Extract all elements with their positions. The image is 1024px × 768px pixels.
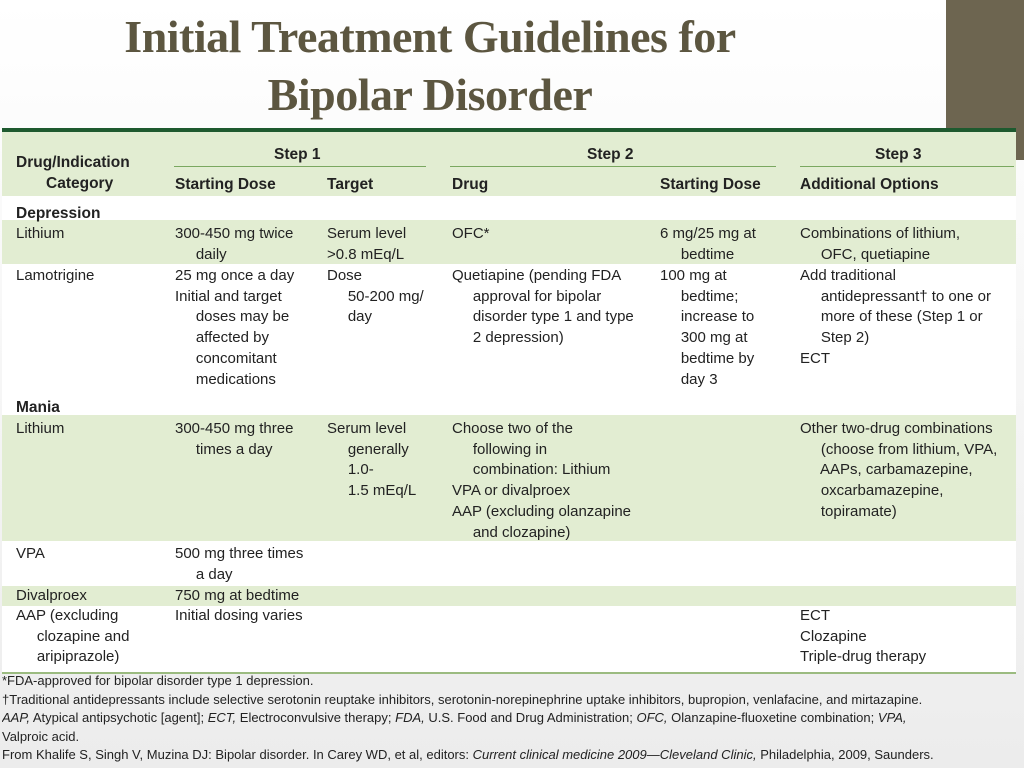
row-lithium-mania-category: Lithium — [16, 420, 65, 437]
step1-rule — [174, 166, 426, 167]
footnote-antidepressants: †Traditional antidepressants include selective serotonin reuptake inhibitors, serotonin-norepinephrine uptake inhibitors, bupropion, venlafacine, and mirtazapine. — [2, 691, 923, 707]
header-additional-options: Additional Options — [800, 176, 939, 193]
row-aap-start: Initial dosing varies — [175, 607, 303, 624]
row-lithium-dep-drug: OFC* — [452, 225, 490, 242]
slide-title — [0, 8, 860, 124]
row-divalproex-category: Divalproex — [16, 587, 87, 604]
row-vpa-start: 500 mg three times a day — [175, 545, 304, 583]
header-target: Target — [327, 176, 374, 193]
section-depression: Depression — [16, 205, 101, 222]
footnote-abbreviations: AAP, Atypical antipsychotic [agent]; ECT, Electroconvulsive therapy; FDA, U.S. Food and Drug Administration; OFC, Olanzapine-fluoxetine combination; VPA, — [2, 710, 907, 725]
row-lithium-dep-dose2: 6 mg/25 mg at bedtime — [660, 225, 756, 263]
row-lithium-dep-category: Lithium — [16, 225, 65, 242]
row-lamotrigine-dose2: 100 mg at bedtime; increase to 300 mg at bedtime by day 3 — [660, 267, 755, 388]
title-line-2: Bipolar Disorder — [267, 69, 593, 120]
row-vpa-category: VPA — [16, 545, 45, 562]
row-band-divalproex — [2, 586, 1016, 606]
row-lithium-dep-options: Combinations of lithium, OFC, quetiapine — [800, 225, 961, 263]
row-lamotrigine-target: Dose 50-200 mg/ day — [327, 267, 424, 326]
row-lithium-mania-drug: Choose two of the following in combination: Lithium VPA or divalproex AAP (excluding olanzapine and clozapine) — [452, 420, 632, 541]
row-lamotrigine-drug: Quetiapine (pending FDA approval for bipolar disorder type 1 and type 2 depression) — [452, 267, 634, 347]
row-lithium-dep-target: Serum level >0.8 mEq/L — [327, 225, 407, 263]
row-lamotrigine-category: Lamotrigine — [16, 267, 95, 284]
row-aap-category: AAP (excluding clozapine and aripiprazole) — [16, 607, 130, 666]
row-lamotrigine-options: Add traditional antidepressant† to one or more of these (Step 1 or Step 2) ECT — [800, 267, 991, 367]
footnote-valproic: Valproic acid. — [2, 728, 80, 744]
header-step-3: Step 3 — [875, 146, 922, 163]
step3-rule — [800, 166, 1014, 167]
row-lithium-mania-start: 300-450 mg three times a day — [175, 420, 294, 458]
header-starting-dose: Starting Dose — [175, 176, 276, 193]
header-step-1: Step 1 — [274, 146, 321, 163]
header-drug: Drug — [452, 176, 489, 193]
row-divalproex-start: 750 mg at bedtime — [175, 587, 300, 604]
footnote-fda: *FDA-approved for bipolar disorder type 1 depression. — [2, 673, 314, 688]
header-starting-dose-2: Starting Dose — [660, 176, 761, 193]
row-lithium-dep-start: 300-450 mg twice daily — [175, 225, 294, 263]
step2-rule — [450, 166, 776, 167]
title-line-1: Initial Treatment Guidelines for — [124, 11, 736, 62]
header-step-2: Step 2 — [587, 146, 634, 163]
row-lithium-mania-target: Serum level generally 1.0- 1.5 mEq/L — [327, 420, 417, 500]
header-drug-category-2: Category — [46, 175, 114, 192]
row-aap-options: ECT Clozapine Triple-drug therapy — [800, 607, 927, 666]
row-lithium-mania-options: Other two-drug combinations (choose from lithium, VPA, AAPs, carbamazepine, oxcarbamazepine, topiramate) — [800, 420, 998, 520]
header-drug-category-1: Drug/Indication — [16, 154, 130, 171]
treatment-table — [2, 128, 1016, 674]
footnote-source: From Khalife S, Singh V, Muzina DJ: Bipolar disorder. In Carey WD, et al, editors: Current clinical medicine 2009—Cleveland Clinic, Philadelphia, 2009, Saunders. — [2, 747, 934, 762]
footnotes — [2, 672, 1022, 765]
section-mania: Mania — [16, 399, 60, 416]
row-lamotrigine-start: 25 mg once a day Initial and target doses may be affected by concomitant medications — [175, 267, 295, 388]
